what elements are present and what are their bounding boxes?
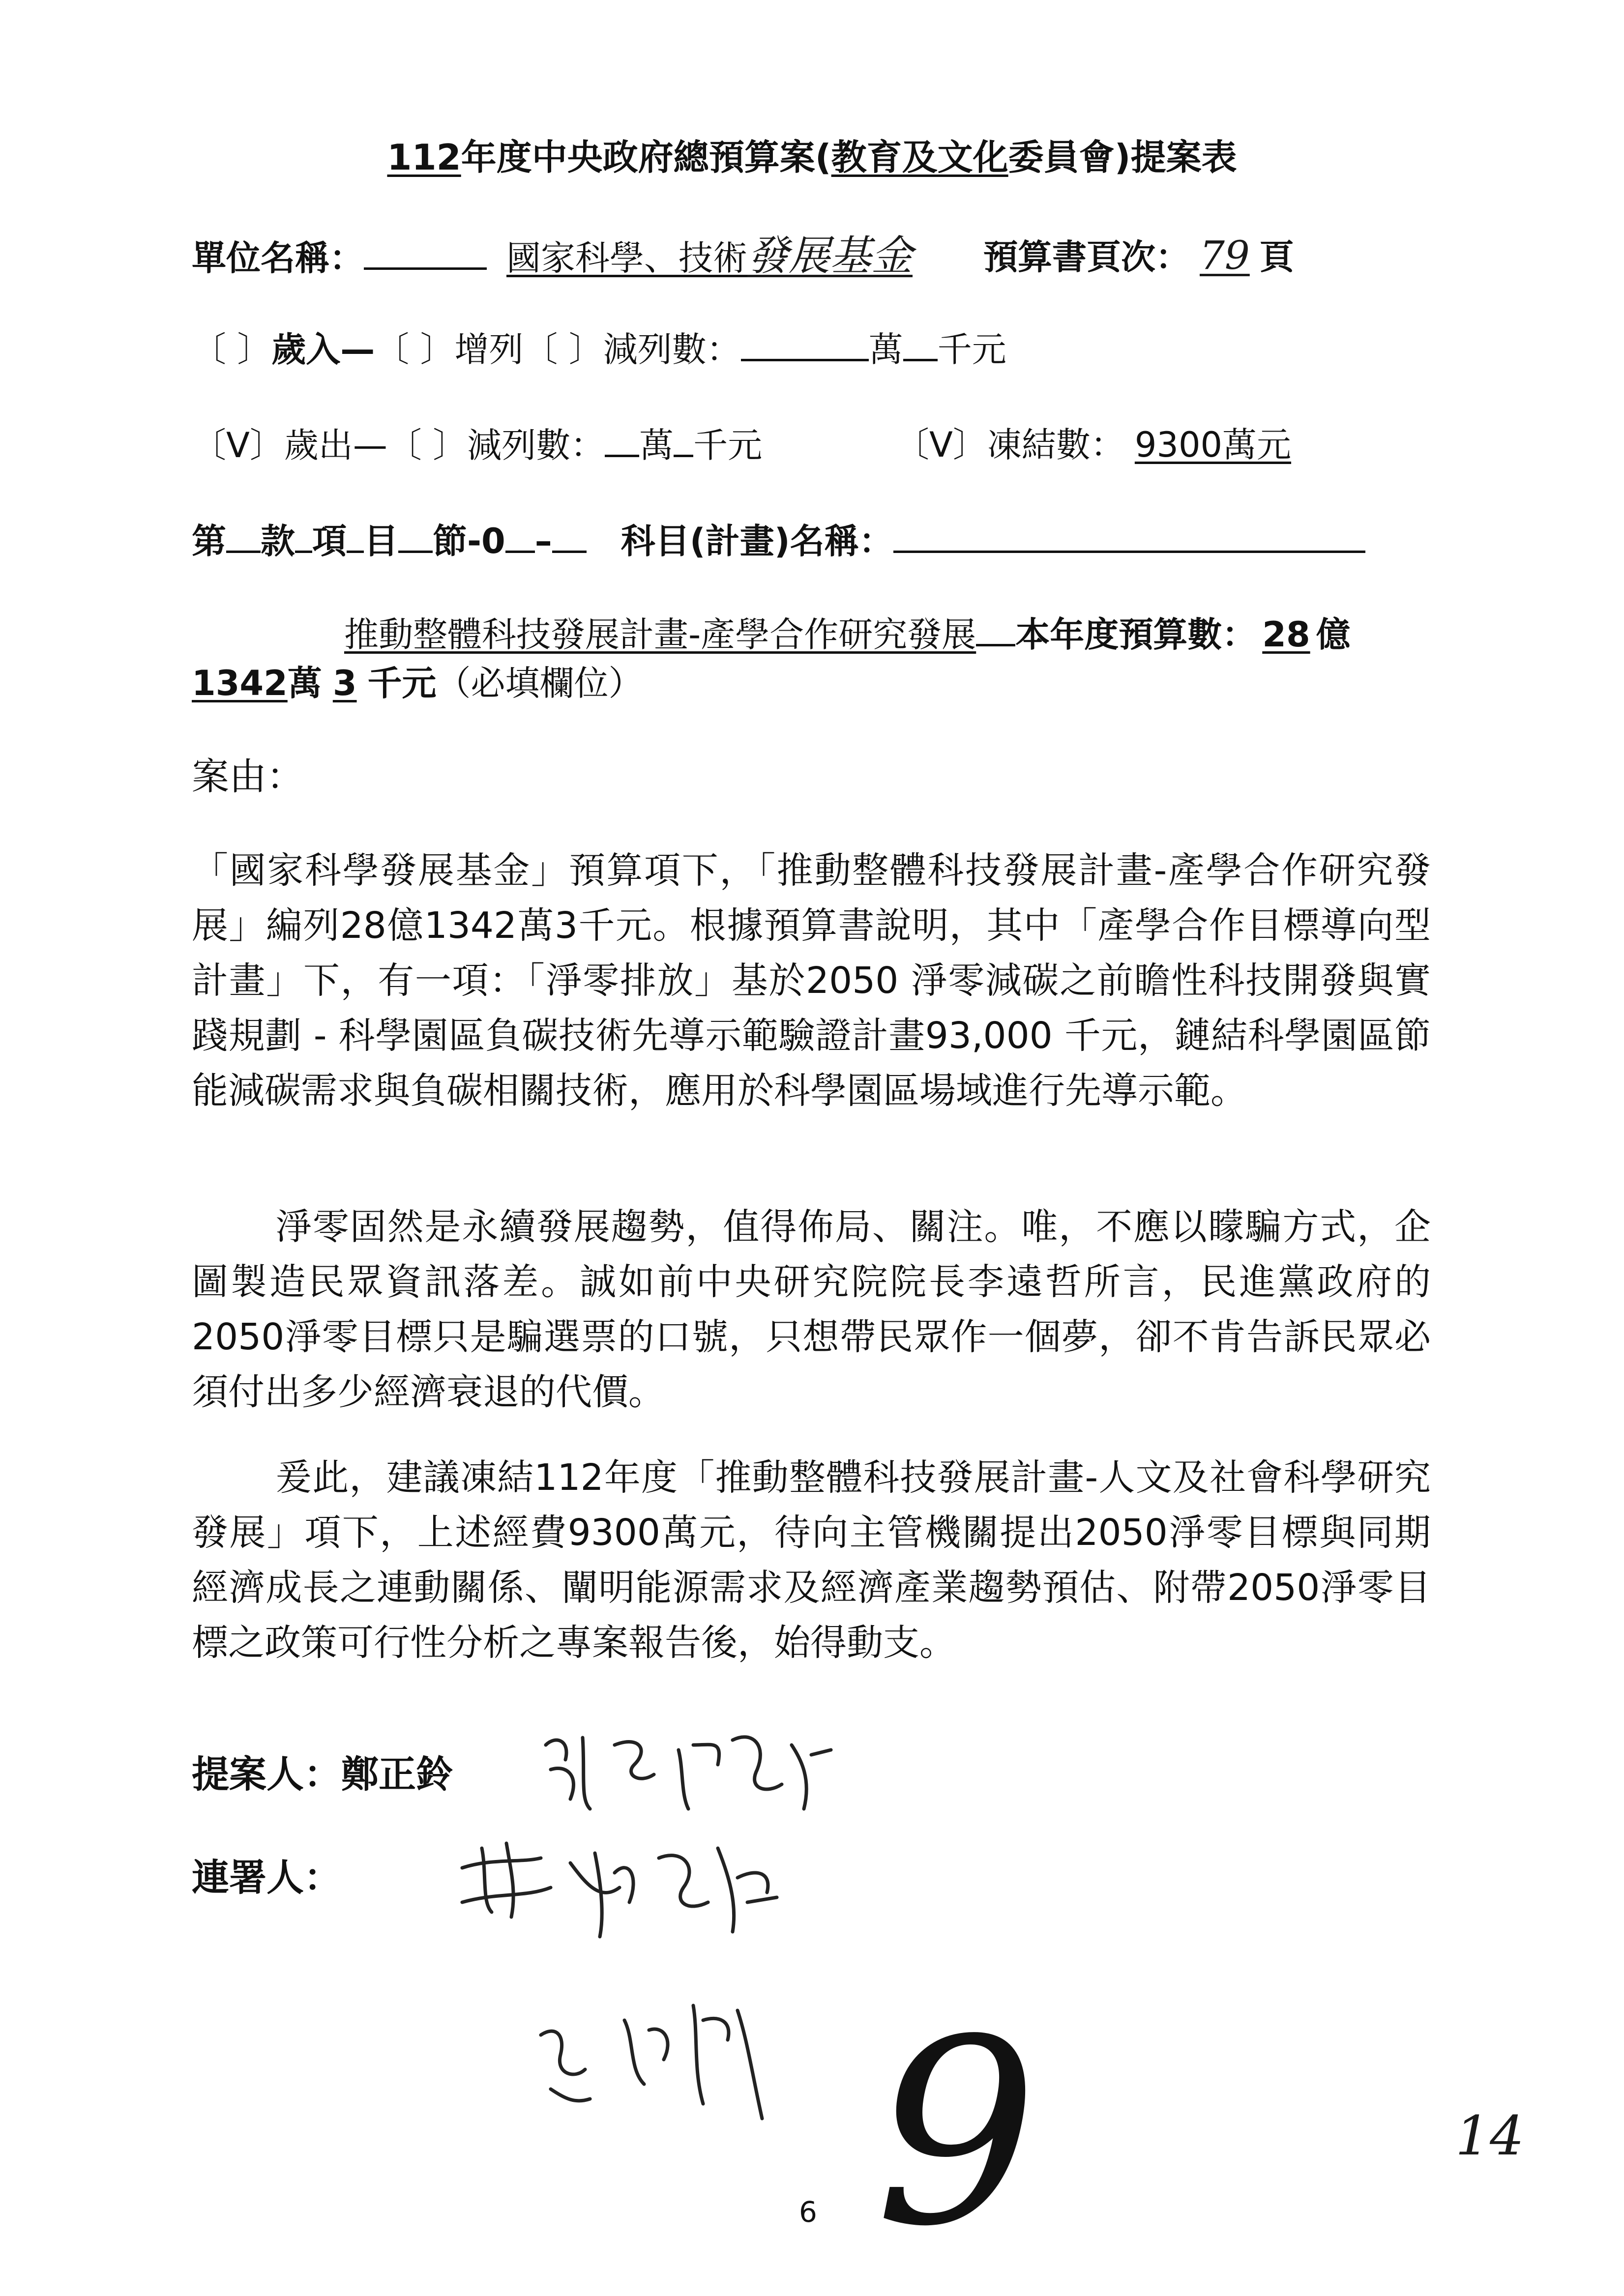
section-xiang-blank: [295, 516, 312, 553]
revenue-cut: 減列數：: [603, 329, 741, 370]
section-row: [192, 516, 1365, 566]
revenue-bracket-1: 〔 〕: [192, 329, 272, 370]
page-number: 6: [799, 2195, 817, 2229]
unit-row: [192, 231, 913, 283]
section-kuan: 款: [261, 521, 295, 561]
revenue-cut-blank: [741, 324, 869, 361]
title-committee: 教育及文化: [831, 137, 1008, 178]
subject-blank: [893, 516, 1365, 553]
revenue-row: [192, 324, 1006, 374]
plan-amount-row: [192, 659, 643, 708]
proposer-row: [192, 1750, 453, 1799]
section-xiang: 項: [312, 521, 347, 561]
cosigner-label: 連署人：: [192, 1856, 341, 1899]
section-mu: 目: [364, 521, 398, 561]
unit-name-typed: 國家科學、技術: [506, 238, 747, 278]
expenditure-bracket: 〔 〕: [387, 425, 468, 465]
freeze-label: 凍結數：: [987, 425, 1125, 465]
title-year: 112: [387, 137, 461, 178]
freeze-value: 9300萬元: [1134, 425, 1292, 465]
freeze-check: 〔V〕: [895, 425, 987, 465]
page-title: [0, 133, 1624, 182]
handwritten-fourteen: 14: [1455, 2104, 1524, 2167]
plan-name: 推動整體科技發展計畫-產學合作研究發展: [344, 614, 976, 655]
proposer-label: 提案人：: [192, 1752, 341, 1796]
section-jie: 節-0: [433, 521, 505, 561]
revenue-qian: 千元: [937, 329, 1006, 370]
subject-label: 科目(計畫)名稱：: [620, 521, 893, 561]
plan-row: [344, 610, 1351, 659]
plan-qian-value: 3: [332, 663, 357, 703]
plan-budget-label: 本年度預算數：: [1015, 614, 1257, 655]
handwritten-nine: 9: [875, 1984, 1038, 2282]
title-pre: 年度中央政府總預算案(: [461, 137, 831, 178]
reason-paragraph-1: 「國家科學發展基金」預算項下，「推動整體科技發展計畫-產學合作研究發展」編列28億1342萬3千元。根據預算書說明，其中「產學合作目標導向型計畫」下，有一項：「淨零排放」基於2050 淨零減碳之前瞻性科技開發與實踐規劃 - 科學園區負碳技術先導示範驗證計畫93,000 千元，鏈結科學園區節能減碳需求與負碳相關技術，應用於科學園區場域進行先導示範。: [192, 849, 1431, 1112]
expenditure-check-1: 〔V〕: [192, 425, 284, 465]
title-post: 委員會)提案表: [1008, 137, 1237, 178]
revenue-bracket-3: 〔 〕: [523, 329, 603, 370]
plan-note: （必填欄位）: [436, 663, 643, 703]
freeze-row: [895, 420, 1291, 469]
reason-label: 案由：: [192, 755, 304, 798]
proposer-signature: [536, 1715, 851, 1824]
section-mu-blank: [347, 516, 364, 553]
unit-label: 單位名稱：: [192, 238, 364, 278]
page-ref-label: 預算書頁次：: [983, 237, 1190, 277]
plan-name-blank: [976, 610, 1015, 646]
page-ref-suffix: 頁: [1259, 237, 1294, 277]
cosigner-signature-1: [452, 1829, 826, 1951]
section-di: 第: [192, 521, 226, 561]
plan-wan-value: 1342: [192, 663, 288, 703]
section-dash: –: [534, 521, 552, 561]
cosigner-signature-2: [531, 1976, 836, 2133]
expenditure-cut: 減列數：: [467, 425, 605, 465]
section-dash-blank-1: [505, 516, 535, 553]
expenditure-wan-blank: [605, 420, 639, 457]
revenue-bracket-2: 〔 〕: [375, 329, 455, 370]
revenue-label: 歲入—: [271, 329, 375, 370]
plan-wan: 萬: [287, 663, 322, 703]
expenditure-row: [192, 420, 762, 470]
reason-paragraph-2: 淨零固然是永續發展趨勢，值得佈局、關注。唯，不應以矇騙方式，企圖製造民眾資訊落差。誠如前中央研究院院長李遠哲所言，民進黨政府的2050淨零目標只是騙選票的口號，只想帶民眾作一個夢，卻不肯告訴民眾必須付出多少經濟衰退的代價。: [192, 1206, 1431, 1413]
unit-name-handwritten: 發展基金: [747, 232, 913, 280]
expenditure-qian-blank: [674, 420, 693, 457]
section-jie-blank: [398, 516, 433, 553]
unit-blank: [364, 233, 487, 270]
revenue-add: 增列: [454, 329, 524, 370]
expenditure-qian: 千元: [693, 425, 763, 465]
section-kuan-blank: [226, 516, 261, 553]
reason-paragraph-3: 爰此，建議凍結112年度「推動整體科技發展計畫-人文及社會科學研究發展」項下，上述經費9300萬元，待向主管機關提出2050淨零目標與同期經濟成長之連動關係、闡明能源需求及經濟產業趨勢預估、附帶2050淨零目標之政策可行性分析之專案報告後，始得動支。: [192, 1456, 1431, 1664]
plan-yi: 億: [1316, 614, 1351, 655]
proposer-name: 鄭正鈴: [341, 1752, 453, 1796]
page-ref-value: 79: [1200, 233, 1250, 278]
section-dash-blank-2: [552, 516, 587, 553]
expenditure-label: 歲出—: [284, 425, 387, 465]
plan-qian: 千元: [367, 663, 437, 703]
revenue-wan: 萬: [868, 329, 903, 370]
expenditure-wan: 萬: [639, 425, 674, 465]
plan-yi-value: 28: [1262, 614, 1310, 655]
page-ref-row: [983, 231, 1294, 282]
revenue-qian-blank: [903, 324, 938, 361]
